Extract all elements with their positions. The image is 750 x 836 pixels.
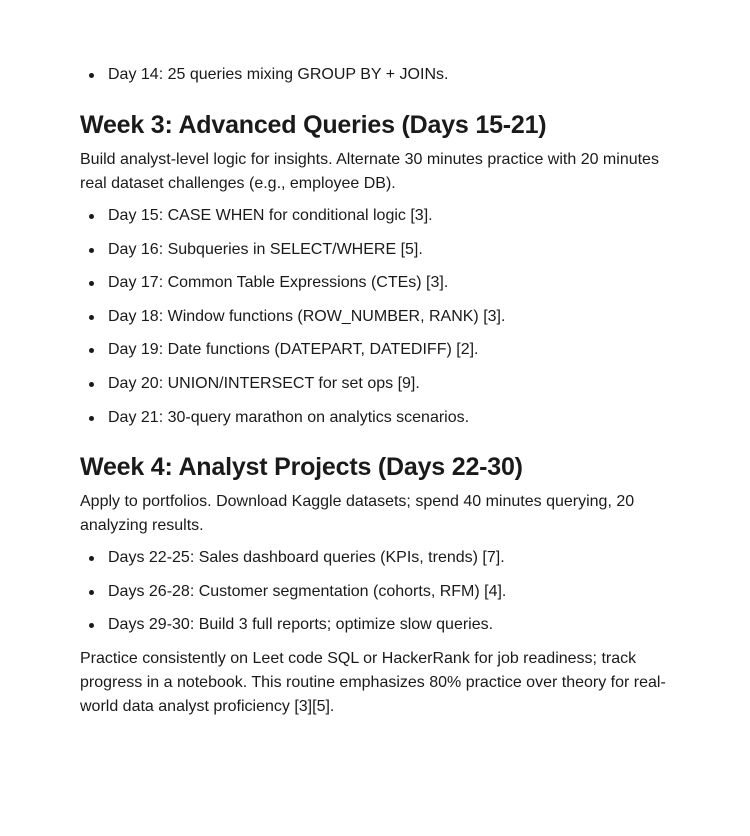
list-item	[80, 204, 505, 228]
list-item-text: Days 26-28: Customer segmentation (cohorts, RFM) [4].	[108, 582, 507, 600]
list-item	[80, 305, 505, 329]
week3-task-list	[80, 204, 505, 439]
bullet-dot	[89, 315, 94, 320]
bullet-dot	[89, 382, 94, 387]
list-item-text: Day 14: 25 queries mixing GROUP BY + JOINs.	[108, 66, 449, 83]
week4-task-list	[80, 546, 506, 647]
list-item	[80, 271, 505, 295]
list-item	[80, 613, 506, 637]
week4-intro: Apply to portfolios. Download Kaggle datasets; spend 40 minutes querying, 20 analyzing results.	[80, 493, 635, 534]
bullet-dot	[89, 348, 94, 353]
list-item	[80, 63, 448, 87]
week3-intro: Build analyst-level logic for insights. Alternate 30 minutes practice with 20 minutes real dataset challenges (e.g., employee DB).	[80, 151, 659, 192]
list-item	[80, 580, 506, 604]
list-item-text: Day 18: Window functions (ROW_NUMBER, RANK) [3].	[108, 307, 506, 325]
list-item-text: Days 29-30: Build 3 full reports; optimize slow queries.	[108, 616, 494, 634]
list-item	[80, 372, 505, 396]
list-item-text: Day 19: Date functions (DATEPART, DATEDIFF) [2].	[108, 341, 479, 359]
list-item	[80, 406, 505, 430]
list-item	[80, 546, 506, 570]
bullet-dot	[89, 281, 94, 286]
list-item-text: Day 16: Subqueries in SELECT/WHERE [5].	[108, 240, 423, 258]
bullet-dot	[89, 416, 94, 421]
bullet-dot	[89, 214, 94, 219]
week2-task-list	[80, 63, 448, 87]
bullet-dot	[89, 590, 94, 595]
closing-paragraph: Practice consistently on Leet code SQL or HackerRank for job readiness; track progress in a notebook. This routine emphasizes 80% practice over theory for real-world data analyst proficiency [3][5].	[80, 650, 666, 715]
list-item-text: Day 15: CASE WHEN for conditional logic [3].	[108, 207, 433, 224]
week4-heading: Week 4: Analyst Projects (Days 22-30)	[80, 453, 523, 481]
list-item-text: Days 22-25: Sales dashboard queries (KPIs, trends) [7].	[108, 549, 505, 566]
list-item-text: Day 20: UNION/INTERSECT for set ops [9].	[108, 374, 420, 392]
bullet-dot	[89, 248, 94, 253]
list-item-text: Day 17: Common Table Expressions (CTEs) [3].	[108, 274, 449, 292]
list-item-text: Day 21: 30-query marathon on analytics scenarios.	[108, 408, 470, 426]
week3-heading: Week 3: Advanced Queries (Days 15-21)	[80, 111, 547, 139]
bullet-dot	[89, 556, 94, 561]
bullet-dot	[89, 623, 94, 628]
bullet-dot	[89, 73, 94, 78]
list-item	[80, 238, 505, 262]
list-item	[80, 338, 505, 362]
